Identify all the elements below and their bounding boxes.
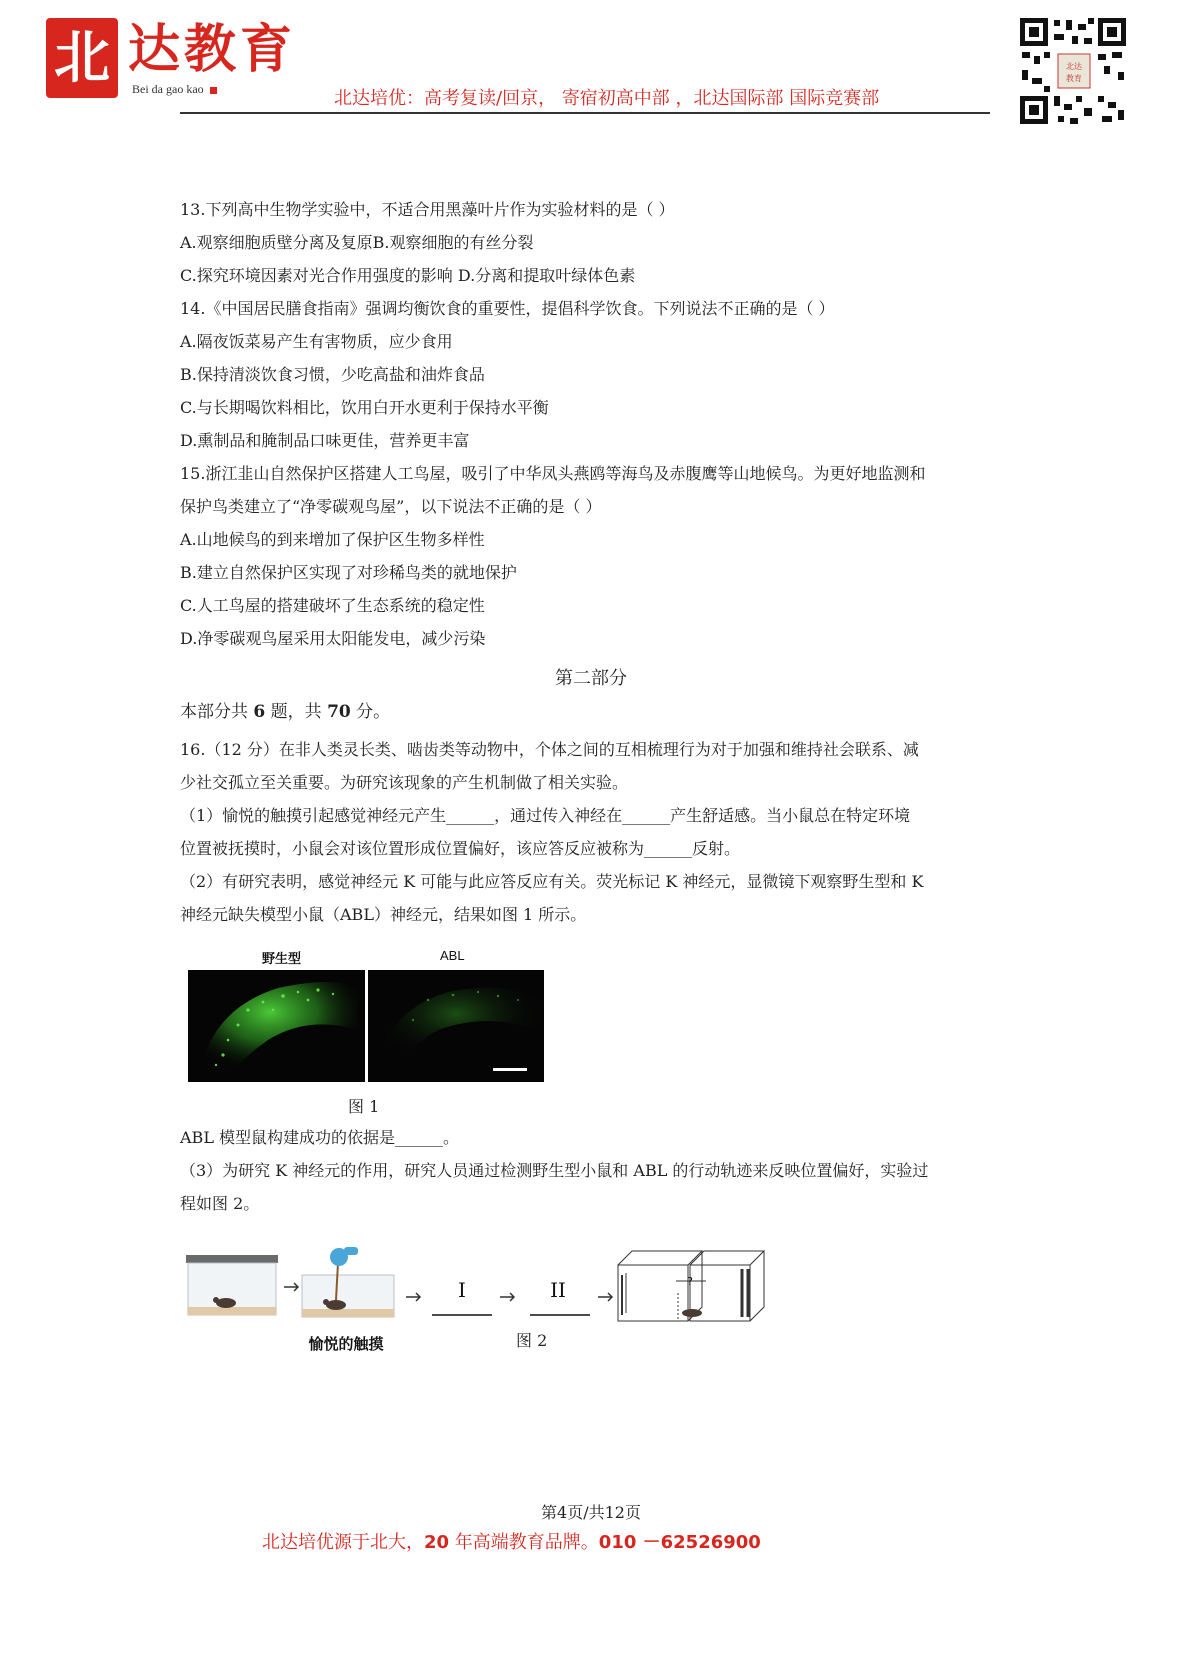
q16-abl-question: ABL 模型鼠构建成功的依据是______。 [180,1128,460,1147]
part2-intro-mid: 题，共 [265,702,328,722]
q16-stem-line1: 16.（12 分）在非人类灵长类、啮齿类等动物中，个体之间的互相梳理行为对于加强和维持社会联系、减 [180,740,919,759]
header-divider [180,112,990,114]
part2-intro-post: 分。 [350,702,391,722]
brand-square-icon [210,87,217,94]
q15-stem-line2: 保护鸟类建立了“净零碳观鸟屋”，以下说法不正确的是（ ） [180,497,602,516]
q13-options-cd: C.探究环境因素对光合作用强度的影响 D.分离和提取叶绿体色素 [180,266,636,285]
fig2-step-2: II [550,1278,566,1302]
q14-option-b: B.保持清淡饮食习惯，少吃高盐和油炸食品 [180,365,485,384]
brand-subtitle-text: Bei da gao kao [132,82,204,96]
q16-part3-line1: （3）为研究 K 神经元的作用，研究人员通过检测野生型小鼠和 ABL 的行动轨迹来反映位置偏好，实验过 [180,1161,929,1180]
svg-text:教育: 教育 [1066,74,1082,83]
figure1-micrograph [188,970,544,1082]
qr-code-icon [1018,16,1128,126]
fig1-label-abl: ABL [440,948,465,963]
q14-stem: 14.《中国居民膳食指南》强调均衡饮食的重要性，提倡科学饮食。下列说法不正确的是（ ） [180,299,835,318]
part2-title: 第二部分 [555,668,627,689]
svg-text:北达: 北达 [1066,62,1082,71]
cage-1 [186,1255,278,1315]
part2-question-count: 6 [253,702,266,722]
page-number: 第4页/共12页 [541,1503,641,1522]
header-slogan: 北达培优：高考复读/回京， 寄宿初高中部 ，北达国际部 国际竞赛部 [334,88,880,109]
brand-name: 达教育 [128,19,297,80]
q15-option-d: D.净零碳观鸟屋采用太阳能发电，减少污染 [180,629,486,648]
part2-intro [180,702,390,722]
q16-part2-line2: 神经元缺失模型小鼠（ABL）神经元，结果如图 1 所示。 [180,905,587,924]
fig1-label-wildtype: 野生型 [262,951,302,966]
logo-mark: 北 [54,25,110,91]
footer-slogan [262,1528,761,1554]
q15-option-b: B.建立自然保护区实现了对珍稀鸟类的就地保护 [180,563,517,582]
fig1-caption: 图 1 [348,1097,380,1116]
figure2-procedure-diagram [186,1245,806,1357]
q16-part1-line1: （1）愉悦的触摸引起感觉神经元产生______，通过传入神经在______产生舒适感。当小鼠总在特定环境 [180,806,911,825]
q13-stem: 13.下列高中生物学实验中，不适合用黑藻叶片作为实验材料的是（ ） [180,200,675,219]
q16-stem-line2: 少社交孤立至关重要。为研究该现象的产生机制做了相关实验。 [180,773,629,792]
footer-slogan-pre: 北达培优源于北大， [262,1532,424,1553]
fig2-caption: 图 2 [516,1331,548,1350]
q16-part3-line2: 程如图 2。 [180,1194,260,1213]
q14-option-a: A.隔夜饭菜易产生有害物质，应少食用 [180,332,453,351]
fig2-question-mark: ? [687,1275,693,1288]
q13-options-ab: A.观察细胞质壁分离及复原B.观察细胞的有丝分裂 [180,233,534,252]
part2-total-points: 70 [327,702,351,722]
footer-slogan-years: 20 [424,1532,450,1553]
brand-subtitle [132,82,217,97]
q15-stem-line1: 15.浙江韭山自然保护区搭建人工鸟屋，吸引了中华凤头燕鸥等海鸟及赤腹鹰等山地候鸟。为更好地监测和 [180,464,926,483]
part2-intro-pre: 本部分共 [180,702,254,722]
q16-part1-line2: 位置被抚摸时，小鼠会对该位置形成位置偏好，该应答反应被称为______反射。 [180,839,741,858]
q15-option-a: A.山地候鸟的到来增加了保护区生物多样性 [180,530,485,549]
q14-option-d: D.熏制品和腌制品口味更佳，营养更丰富 [180,431,470,450]
q15-option-c: C.人工鸟屋的搭建破坏了生态系统的稳定性 [180,596,485,615]
footer-slogan-mid: 年高端教育品牌。 [449,1532,599,1553]
q16-part2-line1: （2）有研究表明，感觉神经元 K 可能与此应答反应有关。荧光标记 K 神经元，显微镜下观察野生型和 K [180,872,924,891]
fig2-step-1: I [458,1278,466,1302]
footer-phone: 010 －62526900 [598,1532,761,1553]
fig2-touch-label: 愉悦的触摸 [308,1335,384,1353]
q14-option-c: C.与长期喝饮料相比，饮用白开水更利于保持水平衡 [180,398,549,417]
cage-2 [302,1247,394,1317]
